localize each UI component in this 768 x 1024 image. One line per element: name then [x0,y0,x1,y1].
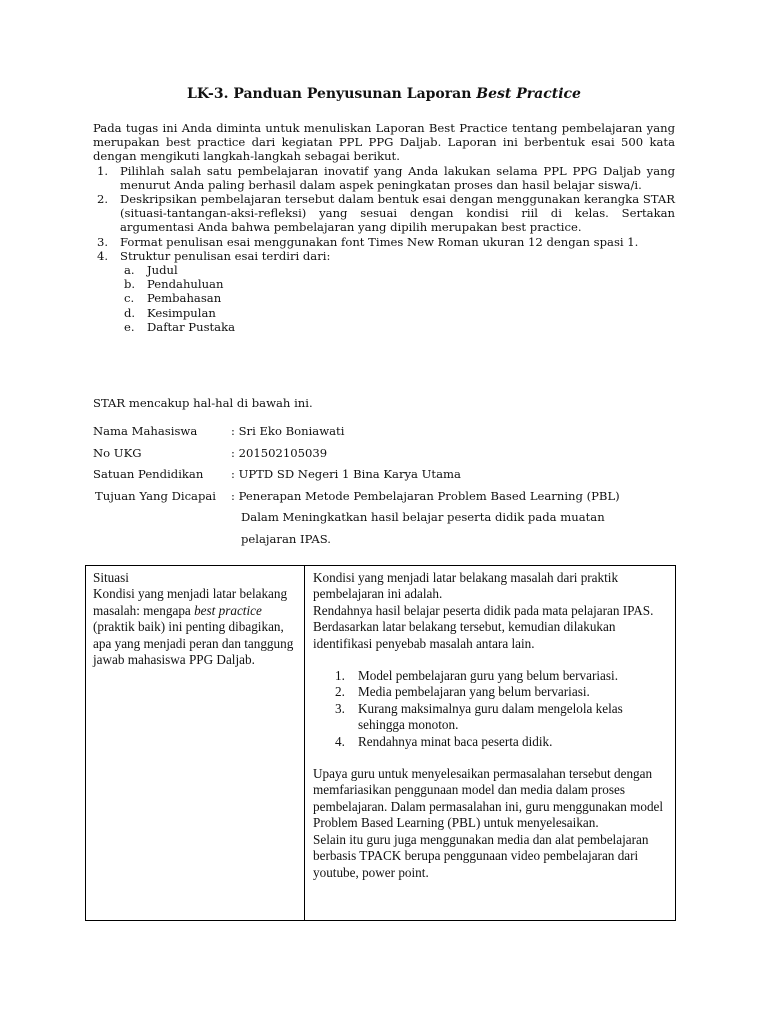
cause-number: 3. [335,700,345,716]
goal-continuation-1: Dalam Meningkatkan hasil belajar peserta didik pada muatan [241,510,605,524]
title-main: LK-3. Panduan Penyusunan Laporan [187,86,477,102]
goal-value: : Penerapan Metode Pembelajaran Problem Based Learning (PBL) [231,488,620,503]
title-italic: Best Practice [476,86,581,102]
cause-item [313,668,671,684]
structure-letter: e. [124,319,135,334]
structure-item [120,263,675,277]
answer-paragraph-5: Selain itu guru juga menggunakan media dan alat pembelajaran berbasis TPACK berupa penggunaan video pembelajaran dari youtube, power point. [313,831,649,880]
answer-paragraph-3: Berdasarkan latar belakang tersebut, kemudian dilakukan identifikasi penyebab masalah antara lain. [313,619,616,651]
causes-list [313,668,671,750]
structure-item [120,277,675,291]
cause-item [313,734,671,750]
info-row-name [93,424,693,446]
page-title [0,86,768,102]
step-item [93,164,675,192]
structure-item [120,291,675,305]
step-item [93,249,675,334]
star-note: STAR mencakup hal-hal di bawah ini. [93,396,313,410]
info-row-school [93,467,693,489]
structure-letter: a. [124,263,135,278]
structure-text: Judul [147,263,178,278]
step-number: 2. [97,192,109,207]
cause-text: Media pembelajaran yang belum bervariasi. [358,684,590,700]
structure-list [120,263,675,334]
cause-number: 1. [335,668,345,684]
ukg-value: : 201502105039 [231,445,328,460]
answer-paragraph-4: Upaya guru untuk menyelesaikan permasalahan tersebut dengan memfariasikan penggunaan model dan media dalam proses pembelajaran. Dalam permasalahan ini, guru menggunakan model Problem Based Learning (PBL) untuk menyelesaikan. [313,766,664,831]
instructions [93,121,675,334]
cause-number: 2. [335,684,345,700]
cause-text: Kurang maksimalnya guru dalam mengelola kelas sehingga monoton. [358,700,623,733]
situation-heading: Situasi [93,570,129,585]
info-row-goal-cont2 [93,532,693,554]
step-number: 4. [97,248,109,263]
column-divider [304,566,305,920]
situation-cell [93,570,298,668]
school-value: : UPTD SD Negeri 1 Bina Karya Utama [231,467,461,481]
step-number: 1. [97,163,109,178]
situation-desc-part: Kondisi yang menjadi latar belakang masalah: mengapa [93,586,288,618]
ukg-label: No UKG [93,445,142,460]
steps-list [93,164,675,334]
step-item [93,235,675,249]
step-text: Pilihlah salah satu pembelajaran inovatif yang Anda lakukan selama PPL PPG Daljab yang menurut Anda paling berhasil dalam aspek peningkatan proses dan hasil belajar siswa/i. [120,163,675,192]
step-text: Struktur penulisan esai terdiri dari: [120,248,331,263]
intro-paragraph: Pada tugas ini Anda diminta untuk menuliskan Laporan Best Practice tentang pembelajaran yang merupakan best practice dari kegiatan PPL PPG Daljab. Laporan ini berbentuk esai 500 kata dengan mengikuti langkah-langkah sebagai berikut. [93,121,675,164]
structure-text: Pembahasan [147,291,222,306]
structure-item [120,320,675,334]
step-number: 3. [97,234,109,249]
step-text: Deskripsikan pembelajaran tersebut dalam bentuk esai dengan menggunakan kerangka STAR (situasi-tantangan-aksi-refleksi) yang sesuai dengan kondisi riil di kelas. Sertakan argumentasi Anda bahwa pembelajaran yang dipilih merupakan best practice. [120,192,675,235]
student-info [93,424,693,553]
cause-text: Model pembelajaran guru yang belum bervariasi. [358,668,618,684]
school-label: Satuan Pendidikan [93,467,204,481]
info-row-goal-cont1 [93,510,693,532]
info-row-goal [93,489,693,511]
structure-text: Kesimpulan [147,305,216,320]
structure-letter: d. [124,305,136,320]
cause-item [313,684,671,700]
name-value: : Sri Eko Boniawati [231,424,345,438]
step-text: Format penulisan esai menggunakan font Times New Roman ukuran 12 dengan spasi 1. [120,234,639,249]
structure-letter: b. [124,277,136,292]
cause-number: 4. [335,733,345,749]
name-label: Nama Mahasiswa [93,424,198,438]
info-row-ukg [93,446,693,468]
step-item [93,192,675,235]
star-table [85,565,676,921]
structure-item [120,306,675,320]
structure-letter: c. [124,291,135,306]
situation-description [93,586,298,668]
goal-label: Tujuan Yang Dicapai [95,488,217,503]
situation-answer-cell [313,570,671,881]
answer-paragraph-2: Rendahnya hasil belajar peserta didik pada mata pelajaran IPAS. [313,602,654,618]
situation-desc-part: (praktik baik) ini penting dibagikan, apa yang menjadi peran dan tanggung jawab mahasiswa PPG Daljab. [93,619,294,668]
situation-desc-italic: best practice [194,602,262,618]
structure-text: Daftar Pustaka [147,319,236,334]
answer-paragraph-1: Kondisi yang menjadi latar belakang masalah dari praktik pembelajaran ini adalah. [313,570,619,602]
cause-text: Rendahnya minat baca peserta didik. [358,733,553,749]
goal-continuation-2: pelajaran IPAS. [241,531,331,546]
cause-item [313,701,671,734]
structure-text: Pendahuluan [147,277,224,292]
